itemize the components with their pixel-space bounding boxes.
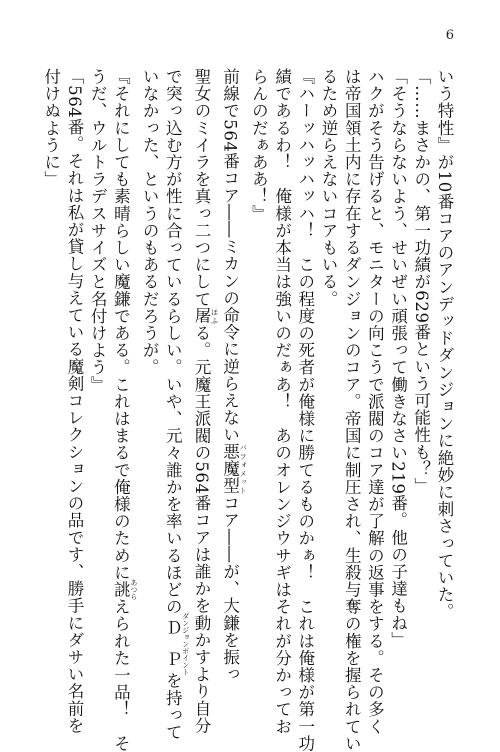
- text-segment: 前線で564番コア――ミカンの命令に逆らえない: [220, 68, 240, 444]
- text-segment: る。元魔王派閥の564番コアは誰かを動かすより自分: [191, 324, 211, 735]
- ruby-base: ＤＰ: [163, 612, 183, 676]
- ruby-text: ほふ: [210, 307, 219, 325]
- text-line: らんのだぁああ！』: [249, 68, 269, 222]
- text-segment: コア――が、大鎌を振っ: [220, 494, 240, 683]
- text-line: 「564番。それは私が貸し与えている魔剣コレクションの品です、勝手にダサい名前を: [64, 68, 84, 734]
- text-line: [161, 68, 190, 741]
- ruby-annotation: [111, 579, 138, 601]
- text-line: 績であるわ！ 俺様が本当は強いのだぁあ！ あのオレンジウサギはそれが分かってお: [272, 68, 292, 735]
- text-segment: えられた一品！ そ: [111, 598, 131, 752]
- text-line: [190, 68, 219, 735]
- ruby-text: バフォメット: [239, 443, 248, 495]
- text-line: 「そうならないよう、せいぜい頑張って働きなさい219番。他の子達もね」: [388, 68, 408, 649]
- text-line: [109, 68, 138, 752]
- ruby-base: 悪魔型: [220, 443, 240, 495]
- ruby-base: 屠: [191, 307, 211, 325]
- vertical-text-body: [41, 68, 456, 752]
- page-number: 6: [445, 28, 454, 43]
- text-line: るため逆らえないコアもいる。: [318, 68, 338, 308]
- ruby-annotation: [163, 612, 190, 676]
- text-segment: 『それにしても素晴らしい魔鎌である。これはまるで俺様のために: [111, 68, 131, 581]
- text-segment: で突っ込む方が性に合っているらしい。いや、元々誰かを率いるほどの: [163, 68, 183, 616]
- ruby-text: ダンジョンポイント: [181, 612, 190, 676]
- text-line: いう特性』が10番コアのアンデッドダンジョンに絶妙に刺さっていた。: [435, 68, 454, 621]
- text-line: は帝国領土内に存在するダンジョンのコア。帝国に制圧され、生殺与奪の権を握られてい: [342, 68, 362, 752]
- ruby-text: あつら: [129, 579, 138, 601]
- text-segment: を持って: [163, 672, 183, 741]
- text-line: 「……まさかの、第一功績が629番という可能性も？」: [411, 68, 431, 495]
- text-line: 『ハーッハッハッハ！ この程度の死者が俺様に勝てるものかぁ！ これは俺様が第一功: [295, 68, 315, 752]
- text-line: ハクがそう告げると、モニターの向こうで派閥のコア達が了解の返事をする。その多く: [365, 68, 385, 735]
- text-line: うだ、ウルトラデスサイズと名付けよう』: [88, 68, 108, 393]
- ruby-annotation: [220, 443, 248, 495]
- ruby-annotation: [191, 307, 219, 325]
- text-segment: 聖女のミイラを真っ二つにして: [191, 68, 211, 308]
- text-line: いなかった、というのもあるだろうが。: [140, 68, 160, 376]
- text-line: [218, 68, 248, 683]
- text-line: 付けぬように」: [41, 68, 61, 188]
- ruby-base: 誂: [111, 579, 131, 601]
